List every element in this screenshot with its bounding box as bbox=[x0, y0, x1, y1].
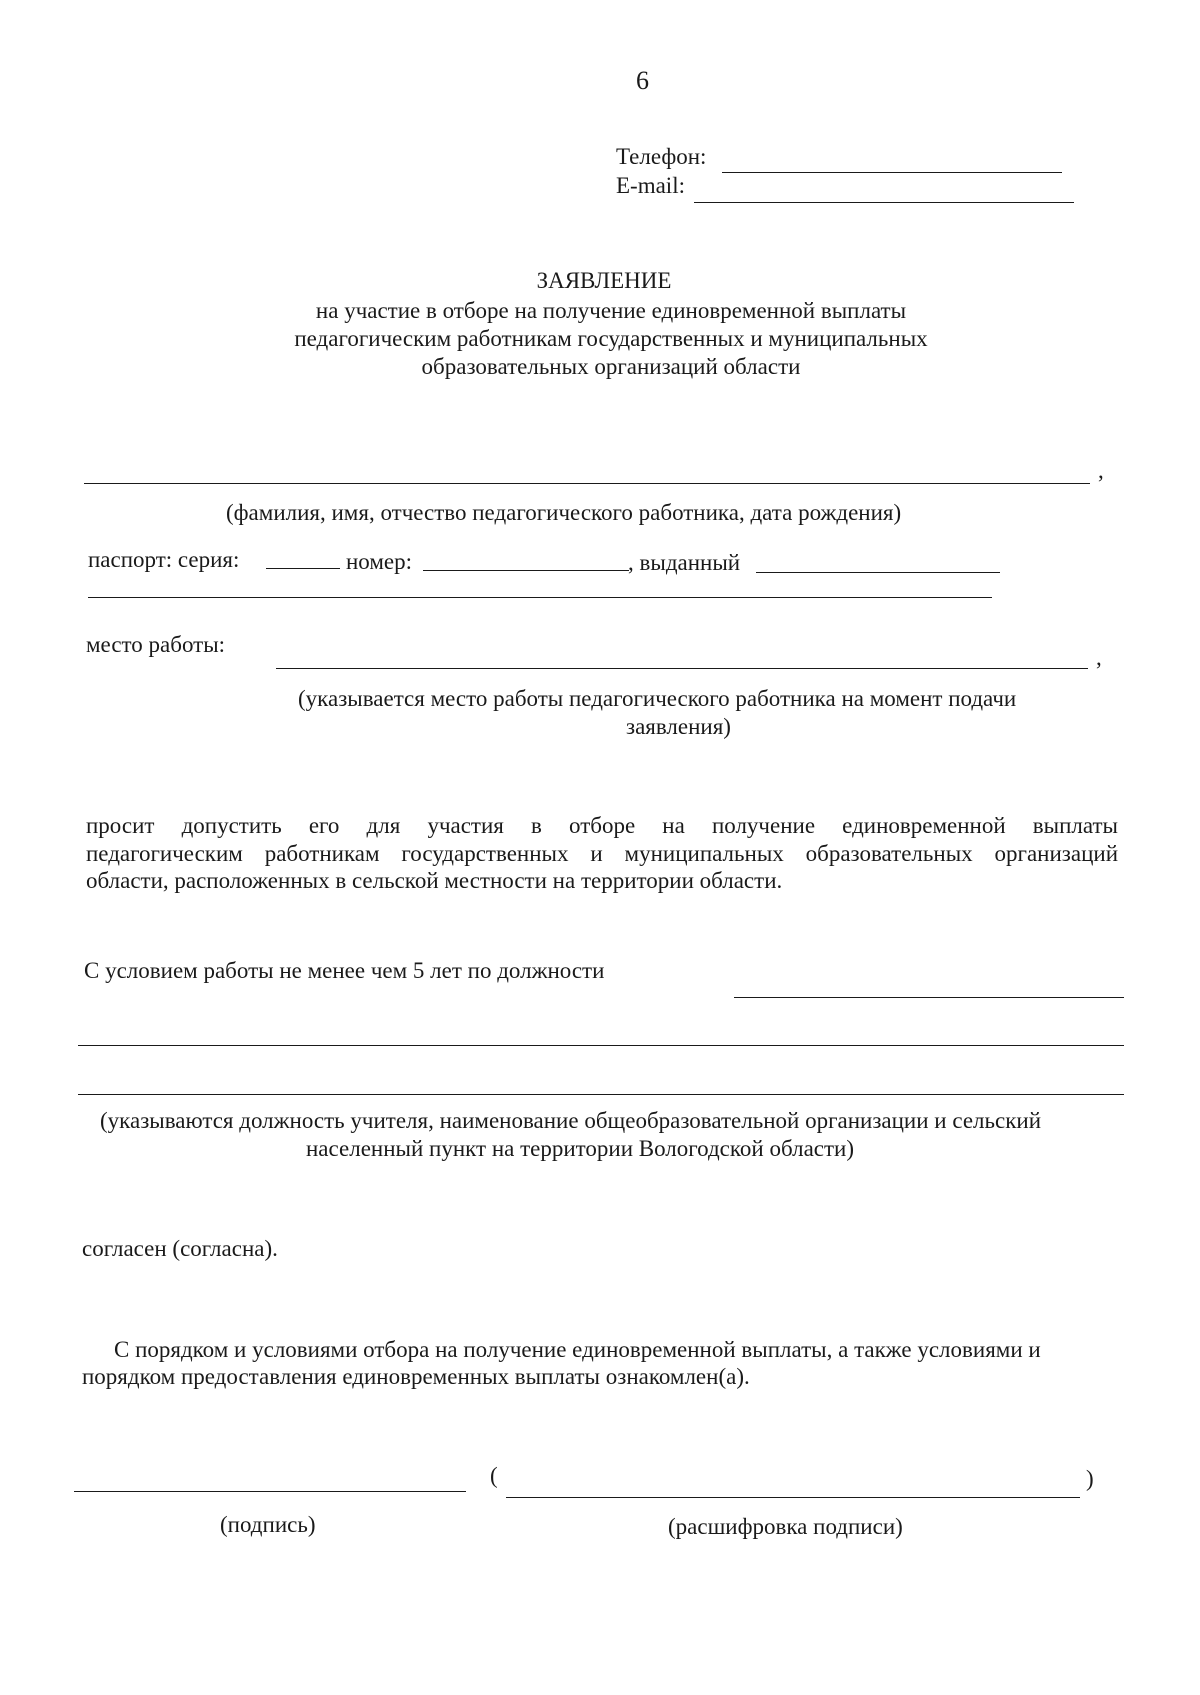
applicant-caption: (фамилия, имя, отчество педагогического работника, дата рождения) bbox=[226, 500, 902, 525]
phone-field-line[interactable] bbox=[722, 172, 1062, 173]
workplace-trailing-comma: , bbox=[1096, 645, 1102, 670]
position-line[interactable] bbox=[734, 997, 1124, 998]
signature-caption: (подпись) bbox=[220, 1512, 316, 1537]
workplace-label: место работы: bbox=[86, 632, 226, 657]
request-line-3: области, расположенных в сельской местности на территории области. bbox=[86, 868, 783, 893]
title-line-1: на участие в отборе на получение единовременной выплаты bbox=[315, 298, 907, 323]
condition-caption-line-2: населенный пункт на территории Вологодской области) bbox=[306, 1136, 855, 1161]
applicant-trailing-comma: , bbox=[1098, 458, 1104, 483]
passport-issued-line-2[interactable] bbox=[88, 597, 992, 598]
signature-decode-caption: (расшифровка подписи) bbox=[668, 1514, 903, 1539]
passport-series-line[interactable] bbox=[266, 568, 340, 569]
signature-close-paren: ) bbox=[1086, 1466, 1094, 1491]
document-heading: ЗАЯВЛЕНИЕ bbox=[536, 268, 672, 293]
request-line-1: просит допустить его для участия в отборе на получение единовременной выплаты bbox=[86, 813, 1118, 838]
workplace-caption-line-1: (указывается место работы педагогического работника на момент подачи bbox=[298, 686, 1017, 711]
passport-number-label: номер: bbox=[346, 549, 413, 574]
applicant-name-line[interactable] bbox=[84, 483, 1090, 484]
email-field-line[interactable] bbox=[694, 202, 1074, 203]
page-number: 6 bbox=[636, 66, 649, 95]
organization-line-1[interactable] bbox=[78, 1045, 1124, 1046]
workplace-caption-line-2: заявления) bbox=[626, 714, 731, 739]
request-line-2: педагогическим работникам государственных и муниципальных образовательных организаций bbox=[86, 841, 1118, 866]
passport-series-label: паспорт: серия: bbox=[88, 547, 240, 572]
signature-decode-line[interactable] bbox=[506, 1497, 1080, 1498]
title-line-2: педагогическим работникам государственных и муниципальных bbox=[294, 326, 928, 351]
acknowledgement-line-2: порядком предоставления единовременных выплаты ознакомлен(а). bbox=[82, 1364, 750, 1389]
condition-caption-line-1: (указываются должность учителя, наименование общеобразовательной организации и сельский bbox=[100, 1108, 1042, 1133]
workplace-line[interactable] bbox=[276, 668, 1088, 669]
passport-issued-label: , выданный bbox=[628, 550, 741, 575]
title-line-3: образовательных организаций области bbox=[421, 354, 801, 379]
organization-line-2[interactable] bbox=[78, 1094, 1124, 1095]
signature-open-paren: ( bbox=[490, 1463, 498, 1488]
passport-issued-line[interactable] bbox=[756, 572, 1000, 573]
email-label: E-mail: bbox=[616, 173, 685, 198]
condition-text: С условием работы не менее чем 5 лет по должности bbox=[84, 958, 605, 983]
agree-text: согласен (согласна). bbox=[82, 1236, 278, 1261]
acknowledgement-line-1: С порядком и условиями отбора на получение единовременной выплаты, а также условиями и bbox=[114, 1337, 1041, 1362]
signature-line[interactable] bbox=[74, 1491, 466, 1492]
passport-number-line[interactable] bbox=[423, 570, 629, 571]
phone-label: Телефон: bbox=[616, 144, 707, 169]
